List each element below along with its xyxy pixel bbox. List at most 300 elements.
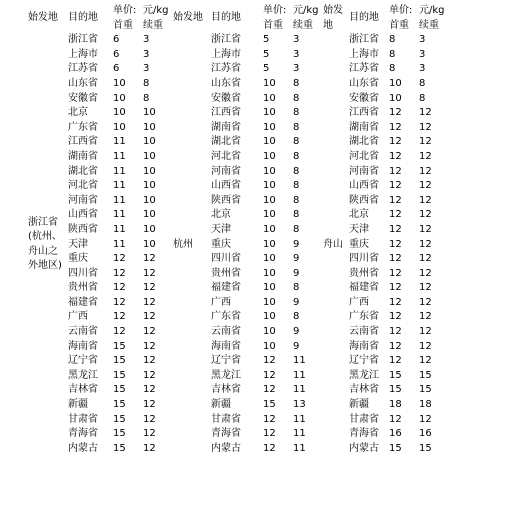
- destination-cell: 山西省: [211, 180, 241, 192]
- continued-weight-cell: 12: [143, 413, 156, 425]
- first-weight-cell: 8: [389, 63, 396, 75]
- table-row: [28, 62, 459, 77]
- table-row: [28, 383, 459, 398]
- first-weight-cell: 12: [389, 238, 402, 250]
- first-weight-cell: 18: [389, 399, 402, 411]
- first-weight-cell: 12: [113, 253, 126, 265]
- first-weight-cell: 10: [389, 77, 402, 89]
- unit-label: 元/kg: [419, 5, 445, 16]
- destination-cell: 贵州省: [211, 267, 241, 279]
- first-weight-cell: 12: [389, 267, 402, 279]
- origin-header-part: 始发: [323, 5, 343, 16]
- unit-price-label: 单价:: [263, 5, 287, 16]
- table-row: [28, 223, 459, 238]
- first-weight-cell: 5: [263, 34, 270, 46]
- first-weight-cell: 10: [263, 136, 276, 148]
- first-weight-cell: 10: [263, 267, 276, 279]
- destination-cell: 新疆: [349, 399, 369, 411]
- destination-cell: 云南省: [349, 326, 379, 338]
- origin-cell: [28, 33, 68, 456]
- continued-weight-cell: 8: [143, 92, 150, 104]
- destination-cell: 吉林省: [68, 384, 98, 396]
- destination-cell: 安徽省: [349, 92, 379, 104]
- origin-header: [323, 4, 349, 33]
- continued-weight-cell: 12: [419, 413, 432, 425]
- continued-weight-header: 续重: [419, 19, 439, 31]
- first-weight-cell: 10: [263, 77, 276, 89]
- first-weight-cell: 12: [113, 282, 126, 294]
- first-weight-cell: 10: [263, 340, 276, 352]
- destination-cell: 浙江省: [349, 34, 379, 46]
- table-row: [28, 398, 459, 413]
- destination-cell: 新疆: [68, 399, 88, 411]
- destination-cell: 河南省: [349, 165, 379, 177]
- continued-weight-cell: 8: [293, 92, 300, 104]
- first-weight-cell: 6: [113, 34, 120, 46]
- table-row: [28, 369, 459, 384]
- first-weight-cell: 15: [389, 384, 402, 396]
- destination-cell: 山西省: [68, 209, 98, 221]
- destination-cell: 安徽省: [68, 92, 98, 104]
- destination-cell: 湖南省: [349, 121, 379, 133]
- unit-price-label: 单价:: [389, 5, 413, 16]
- origin-cell: [173, 33, 211, 456]
- destination-cell: 山西省: [349, 180, 379, 192]
- destination-cell: 内蒙古: [211, 442, 241, 454]
- first-weight-cell: 10: [263, 165, 276, 177]
- destination-cell: 天津: [68, 238, 88, 250]
- continued-weight-cell: 12: [419, 311, 432, 323]
- table-row: [28, 354, 459, 369]
- origin-text: (杭州、: [28, 231, 62, 243]
- destination-cell: 广西: [211, 296, 231, 308]
- continued-weight-cell: 9: [293, 340, 300, 352]
- first-weight-cell: 12: [389, 180, 402, 192]
- continued-weight-cell: 8: [293, 282, 300, 294]
- destination-cell: 山东省: [68, 77, 98, 89]
- destination-cell: 江苏省: [68, 63, 98, 75]
- first-weight-cell: 6: [113, 48, 120, 60]
- destination-cell: 辽宁省: [211, 355, 241, 367]
- destination-cell: 青海省: [349, 428, 379, 440]
- first-weight-cell: 12: [389, 107, 402, 119]
- first-weight-cell: 12: [389, 223, 402, 235]
- first-weight-cell: 12: [389, 253, 402, 265]
- destination-cell: 湖南省: [211, 121, 241, 133]
- table-row: [28, 310, 459, 325]
- first-weight-cell: 12: [389, 121, 402, 133]
- first-weight-cell: 10: [389, 92, 402, 104]
- destination-cell: 湖北省: [211, 136, 241, 148]
- destination-header: 目的地: [68, 12, 98, 24]
- first-weight-cell: 10: [113, 107, 126, 119]
- destination-cell: 北京: [349, 209, 369, 221]
- origin-header: 始发地: [173, 12, 203, 24]
- destination-cell: 河北省: [349, 150, 379, 162]
- first-weight-cell: 10: [263, 296, 276, 308]
- continued-weight-cell: 10: [143, 194, 156, 206]
- destination-cell: 重庆: [68, 253, 88, 265]
- continued-weight-cell: 12: [419, 209, 432, 221]
- continued-weight-cell: 12: [419, 180, 432, 192]
- table-row: [28, 208, 459, 223]
- continued-weight-cell: 12: [143, 384, 156, 396]
- table-row: [28, 325, 459, 340]
- continued-weight-cell: 8: [419, 77, 426, 89]
- origin-cell: [323, 33, 349, 456]
- continued-weight-cell: 3: [419, 63, 426, 75]
- table-row: [28, 427, 459, 442]
- destination-cell: 山东省: [349, 77, 379, 89]
- destination-cell: 云南省: [211, 326, 241, 338]
- continued-weight-cell: 8: [143, 77, 150, 89]
- first-weight-cell: 12: [389, 326, 402, 338]
- table-row: [28, 135, 459, 150]
- continued-weight-cell: 8: [293, 150, 300, 162]
- destination-cell: 江苏省: [349, 63, 379, 75]
- continued-weight-cell: 12: [143, 340, 156, 352]
- first-weight-cell: 12: [389, 311, 402, 323]
- table-row: [28, 194, 459, 209]
- continued-weight-cell: 12: [143, 428, 156, 440]
- continued-weight-cell: 3: [293, 63, 300, 75]
- header-row: [28, 4, 459, 19]
- first-weight-cell: 11: [113, 209, 126, 221]
- destination-cell: 浙江省: [211, 34, 241, 46]
- continued-weight-cell: 11: [293, 413, 306, 425]
- destination-cell: 吉林省: [211, 384, 241, 396]
- origin-text: 外地区): [28, 260, 62, 272]
- first-weight-cell: 10: [263, 107, 276, 119]
- first-weight-cell: 15: [113, 340, 126, 352]
- destination-cell: 青海省: [211, 428, 241, 440]
- continued-weight-cell: 12: [419, 253, 432, 265]
- table-row: [28, 252, 459, 267]
- destination-cell: 广东省: [68, 121, 98, 133]
- continued-weight-cell: 12: [143, 442, 156, 454]
- destination-cell: 新疆: [211, 399, 231, 411]
- first-weight-cell: 10: [263, 209, 276, 221]
- continued-weight-cell: 8: [293, 180, 300, 192]
- first-weight-cell: 12: [389, 209, 402, 221]
- first-weight-cell: 12: [389, 355, 402, 367]
- first-weight-cell: 10: [263, 238, 276, 250]
- continued-weight-cell: 10: [143, 223, 156, 235]
- continued-weight-cell: 12: [419, 282, 432, 294]
- shipping-rate-table: [28, 4, 459, 456]
- continued-weight-cell: 13: [293, 399, 306, 411]
- destination-cell: 陕西省: [349, 194, 379, 206]
- first-weight-header: 首重: [113, 19, 133, 31]
- first-weight-cell: 11: [113, 194, 126, 206]
- table-row: [28, 179, 459, 194]
- table-row: [28, 165, 459, 180]
- continued-weight-cell: 10: [143, 238, 156, 250]
- continued-weight-cell: 12: [419, 326, 432, 338]
- destination-cell: 黑龙江: [349, 369, 379, 381]
- first-weight-cell: 15: [263, 399, 276, 411]
- continued-weight-cell: 18: [419, 399, 432, 411]
- first-weight-cell: 8: [389, 34, 396, 46]
- destination-cell: 辽宁省: [349, 355, 379, 367]
- continued-weight-cell: 8: [293, 165, 300, 177]
- destination-cell: 河北省: [211, 150, 241, 162]
- destination-cell: 湖北省: [349, 136, 379, 148]
- table-row: [28, 33, 459, 48]
- first-weight-cell: 12: [113, 311, 126, 323]
- first-weight-header: 首重: [263, 19, 283, 31]
- first-weight-cell: 10: [263, 326, 276, 338]
- table-row: [28, 106, 459, 121]
- destination-cell: 上海市: [349, 48, 379, 60]
- first-weight-cell: 11: [113, 150, 126, 162]
- destination-cell: 安徽省: [211, 92, 241, 104]
- first-weight-cell: 12: [389, 194, 402, 206]
- destination-cell: 河南省: [68, 194, 98, 206]
- destination-cell: 福建省: [211, 282, 241, 294]
- continued-weight-cell: 11: [293, 384, 306, 396]
- table-row: [28, 296, 459, 311]
- first-weight-cell: 15: [113, 442, 126, 454]
- table-row: [28, 77, 459, 92]
- continued-weight-cell: 9: [293, 253, 300, 265]
- first-weight-cell: 11: [113, 223, 126, 235]
- continued-weight-cell: 3: [143, 63, 150, 75]
- continued-weight-cell: 11: [293, 428, 306, 440]
- continued-weight-cell: 12: [419, 121, 432, 133]
- first-weight-cell: 5: [263, 48, 270, 60]
- continued-weight-cell: 3: [143, 34, 150, 46]
- continued-weight-cell: 3: [419, 48, 426, 60]
- first-weight-cell: 12: [389, 136, 402, 148]
- continued-weight-cell: 9: [293, 296, 300, 308]
- continued-weight-cell: 12: [419, 107, 432, 119]
- origin-text: 杭州: [173, 238, 193, 250]
- destination-cell: 北京: [211, 209, 231, 221]
- first-weight-cell: 15: [113, 355, 126, 367]
- first-weight-cell: 12: [113, 326, 126, 338]
- first-weight-cell: 11: [113, 180, 126, 192]
- continued-weight-cell: 10: [143, 180, 156, 192]
- destination-cell: 吉林省: [349, 384, 379, 396]
- first-weight-cell: 12: [263, 369, 276, 381]
- origin-header-part: 地: [323, 19, 333, 31]
- first-weight-cell: 11: [113, 238, 126, 250]
- table-row: [28, 92, 459, 107]
- continued-weight-cell: 8: [293, 311, 300, 323]
- continued-weight-cell: 12: [143, 253, 156, 265]
- first-weight-cell: 12: [389, 413, 402, 425]
- continued-weight-cell: 8: [293, 136, 300, 148]
- continued-weight-cell: 8: [293, 223, 300, 235]
- unit-price-label: 单价:: [113, 5, 137, 16]
- first-weight-cell: 12: [113, 267, 126, 279]
- continued-weight-cell: 8: [293, 107, 300, 119]
- destination-cell: 江西省: [349, 107, 379, 119]
- table-row: [28, 121, 459, 136]
- first-weight-cell: 10: [263, 92, 276, 104]
- origin-text: 舟山之: [28, 245, 58, 257]
- destination-cell: 青海省: [68, 428, 98, 440]
- continued-weight-cell: 12: [419, 136, 432, 148]
- first-weight-cell: 15: [113, 413, 126, 425]
- destination-cell: 上海市: [211, 48, 241, 60]
- first-weight-cell: 12: [389, 150, 402, 162]
- destination-cell: 贵州省: [68, 282, 98, 294]
- destination-cell: 重庆: [211, 238, 231, 250]
- continued-weight-cell: 12: [419, 355, 432, 367]
- first-weight-cell: 15: [389, 442, 402, 454]
- destination-cell: 福建省: [349, 282, 379, 294]
- continued-weight-cell: 12: [419, 296, 432, 308]
- continued-weight-cell: 12: [143, 399, 156, 411]
- destination-cell: 黑龙江: [211, 369, 241, 381]
- continued-weight-cell: 10: [143, 107, 156, 119]
- first-weight-cell: 12: [389, 282, 402, 294]
- continued-weight-cell: 15: [419, 384, 432, 396]
- table-row: [28, 340, 459, 355]
- first-weight-cell: 11: [113, 136, 126, 148]
- first-weight-cell: 5: [263, 63, 270, 75]
- origin-header: 始发地: [28, 12, 58, 24]
- continued-weight-cell: 9: [293, 326, 300, 338]
- destination-cell: 贵州省: [349, 267, 379, 279]
- first-weight-cell: 15: [113, 428, 126, 440]
- continued-weight-cell: 10: [143, 165, 156, 177]
- destination-cell: 天津: [349, 223, 369, 235]
- destination-cell: 山东省: [211, 77, 241, 89]
- first-weight-cell: 10: [263, 311, 276, 323]
- first-weight-cell: 12: [389, 165, 402, 177]
- destination-cell: 福建省: [68, 296, 98, 308]
- continued-weight-header: 续重: [143, 19, 163, 31]
- table-row: [28, 281, 459, 296]
- destination-cell: 湖南省: [68, 150, 98, 162]
- first-weight-cell: 15: [389, 369, 402, 381]
- continued-weight-cell: 12: [419, 150, 432, 162]
- first-weight-cell: 10: [263, 150, 276, 162]
- continued-weight-cell: 12: [143, 282, 156, 294]
- first-weight-header: 首重: [389, 19, 409, 31]
- first-weight-cell: 15: [113, 399, 126, 411]
- first-weight-cell: 12: [389, 340, 402, 352]
- destination-cell: 江西省: [211, 107, 241, 119]
- table-row: [28, 267, 459, 282]
- continued-weight-cell: 12: [419, 165, 432, 177]
- continued-weight-header: 续重: [293, 19, 313, 31]
- destination-cell: 甘肃省: [68, 413, 98, 425]
- first-weight-cell: 16: [389, 428, 402, 440]
- continued-weight-cell: 10: [143, 150, 156, 162]
- continued-weight-cell: 12: [143, 267, 156, 279]
- first-weight-cell: 10: [263, 194, 276, 206]
- first-weight-cell: 12: [389, 296, 402, 308]
- destination-cell: 内蒙古: [349, 442, 379, 454]
- destination-cell: 海南省: [211, 340, 241, 352]
- first-weight-cell: 12: [263, 413, 276, 425]
- destination-cell: 内蒙古: [68, 442, 98, 454]
- continued-weight-cell: 3: [293, 48, 300, 60]
- destination-cell: 浙江省: [68, 34, 98, 46]
- first-weight-cell: 10: [263, 121, 276, 133]
- continued-weight-cell: 15: [419, 442, 432, 454]
- destination-cell: 河南省: [211, 165, 241, 177]
- destination-cell: 黑龙江: [68, 369, 98, 381]
- continued-weight-cell: 12: [419, 267, 432, 279]
- first-weight-cell: 12: [263, 355, 276, 367]
- continued-weight-cell: 8: [293, 209, 300, 221]
- table-row: [28, 150, 459, 165]
- first-weight-cell: 15: [113, 384, 126, 396]
- first-weight-cell: 15: [113, 369, 126, 381]
- destination-cell: 辽宁省: [68, 355, 98, 367]
- first-weight-cell: 10: [113, 77, 126, 89]
- unit-label: 元/kg: [293, 5, 319, 16]
- continued-weight-cell: 12: [143, 296, 156, 308]
- destination-cell: 海南省: [349, 340, 379, 352]
- continued-weight-cell: 10: [143, 209, 156, 221]
- continued-weight-cell: 10: [143, 136, 156, 148]
- first-weight-cell: 10: [113, 92, 126, 104]
- table-row: [28, 48, 459, 63]
- continued-weight-cell: 3: [143, 48, 150, 60]
- continued-weight-cell: 11: [293, 369, 306, 381]
- destination-cell: 四川省: [211, 253, 241, 265]
- first-weight-cell: 12: [263, 384, 276, 396]
- continued-weight-cell: 12: [419, 238, 432, 250]
- table-row: [28, 413, 459, 428]
- continued-weight-cell: 3: [293, 34, 300, 46]
- destination-cell: 海南省: [68, 340, 98, 352]
- continued-weight-cell: 9: [293, 267, 300, 279]
- destination-cell: 甘肃省: [211, 413, 241, 425]
- first-weight-cell: 12: [113, 296, 126, 308]
- unit-label: 元/kg: [143, 5, 169, 16]
- first-weight-cell: 12: [263, 442, 276, 454]
- destination-header: 目的地: [211, 12, 241, 24]
- first-weight-cell: 8: [389, 48, 396, 60]
- destination-cell: 江苏省: [211, 63, 241, 75]
- continued-weight-cell: 9: [293, 238, 300, 250]
- continued-weight-cell: 3: [419, 34, 426, 46]
- destination-cell: 天津: [211, 223, 231, 235]
- continued-weight-cell: 12: [143, 311, 156, 323]
- destination-cell: 四川省: [349, 253, 379, 265]
- continued-weight-cell: 10: [143, 121, 156, 133]
- destination-header: 目的地: [349, 12, 379, 24]
- continued-weight-cell: 12: [419, 340, 432, 352]
- destination-cell: 四川省: [68, 267, 98, 279]
- first-weight-cell: 12: [263, 428, 276, 440]
- continued-weight-cell: 11: [293, 355, 306, 367]
- continued-weight-cell: 8: [293, 194, 300, 206]
- destination-cell: 广西: [349, 296, 369, 308]
- first-weight-cell: 10: [263, 180, 276, 192]
- destination-cell: 北京: [68, 107, 88, 119]
- destination-cell: 广东省: [349, 311, 379, 323]
- first-weight-cell: 6: [113, 63, 120, 75]
- destination-cell: 陕西省: [211, 194, 241, 206]
- table-row: [28, 238, 459, 253]
- first-weight-cell: 10: [263, 223, 276, 235]
- continued-weight-cell: 12: [143, 326, 156, 338]
- table-row: [28, 442, 459, 457]
- continued-weight-cell: 12: [143, 369, 156, 381]
- destination-cell: 陕西省: [68, 223, 98, 235]
- destination-cell: 重庆: [349, 238, 369, 250]
- continued-weight-cell: 15: [419, 369, 432, 381]
- origin-text: 舟山: [323, 238, 343, 250]
